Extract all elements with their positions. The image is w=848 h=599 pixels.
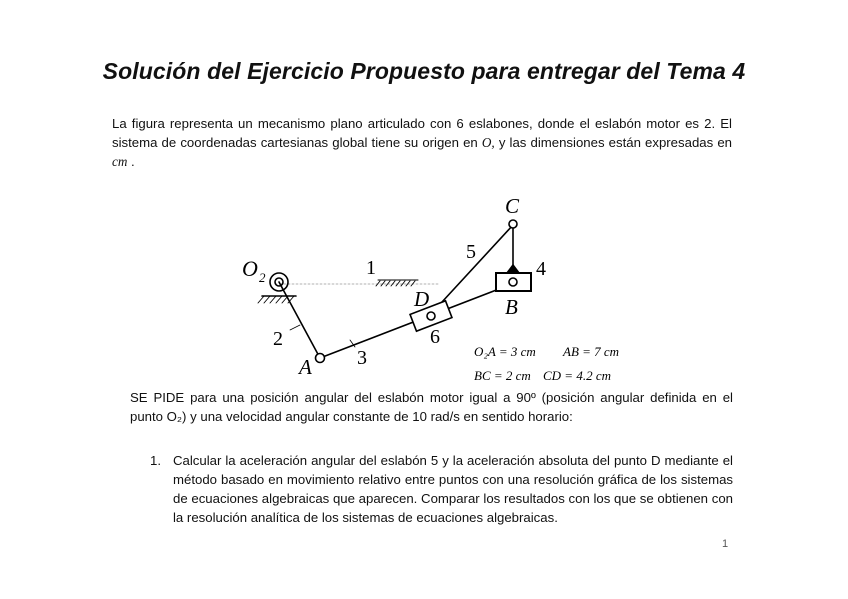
- link-2: [279, 282, 320, 358]
- label-link-3: 3: [357, 347, 367, 369]
- point-c-pin: [509, 220, 517, 228]
- point-b-pin: [509, 278, 517, 286]
- request-text: SE PIDE para una posición angular del eslabón motor igual a 90º (posición angular definida en el punto O₂) y una velocidad angular constante de 10 rad/s en sentido horario:: [130, 390, 733, 424]
- label-point-d: D: [414, 287, 430, 311]
- ground-hatch-1: [376, 281, 415, 286]
- task-text: Calcular la aceleración angular del eslabón 5 y la aceleración absoluta del punto D mediante el método basado en movimiento relativo entre puntos con una resolución gráfica de los sistemas de ecuaciones algebraicas que aparecen. Comparar los resultados con los que se obtienen con la resolución analítica de los sistemas de ecuaciones algebraicas.: [173, 453, 733, 525]
- dim-cd: CD = 4.2 cm: [543, 368, 611, 383]
- label-link-2: 2: [273, 328, 283, 350]
- origin-symbol: O,: [481, 135, 495, 150]
- label-point-a: A: [299, 355, 312, 379]
- label-link-1: 1: [366, 257, 376, 279]
- intro-line-2a: El sistema de coordenadas cartesianas global tiene su origen en: [112, 116, 732, 150]
- label-link-4: 4: [536, 258, 546, 280]
- dim-o2a: O₂A = 3 cm: [474, 344, 536, 359]
- task-number: 1.: [150, 453, 161, 468]
- leader-2: [290, 325, 300, 330]
- point-d-pin: [427, 312, 435, 320]
- intro-line-1: La figura representa un mecanismo plano articulado con 6 eslabones, donde el eslabón motor es 2.: [112, 116, 716, 131]
- page-title: Solución del Ejercicio Propuesto para entregar del Tema 4: [102, 58, 746, 84]
- label-o2-sub: 2: [259, 270, 266, 285]
- label-o2: O: [242, 256, 258, 281]
- intro-line-2c: .: [127, 154, 135, 169]
- label-point-b: B: [505, 295, 518, 319]
- unit-symbol: cm: [112, 154, 128, 169]
- dim-bc: BC = 2 cm: [474, 368, 531, 383]
- task-list: [150, 451, 733, 527]
- label-link-6: 6: [430, 326, 440, 348]
- dim-ab: AB = 7 cm: [563, 344, 620, 359]
- point-a-pin: [316, 354, 325, 363]
- request-paragraph: [130, 388, 733, 426]
- label-point-c: C: [505, 194, 520, 218]
- label-link-5: 5: [466, 241, 476, 263]
- intro-line-2b: y las dimensiones están expresadas en: [494, 135, 732, 150]
- guide-4-marker: [507, 265, 519, 273]
- page-number: 1: [722, 538, 729, 550]
